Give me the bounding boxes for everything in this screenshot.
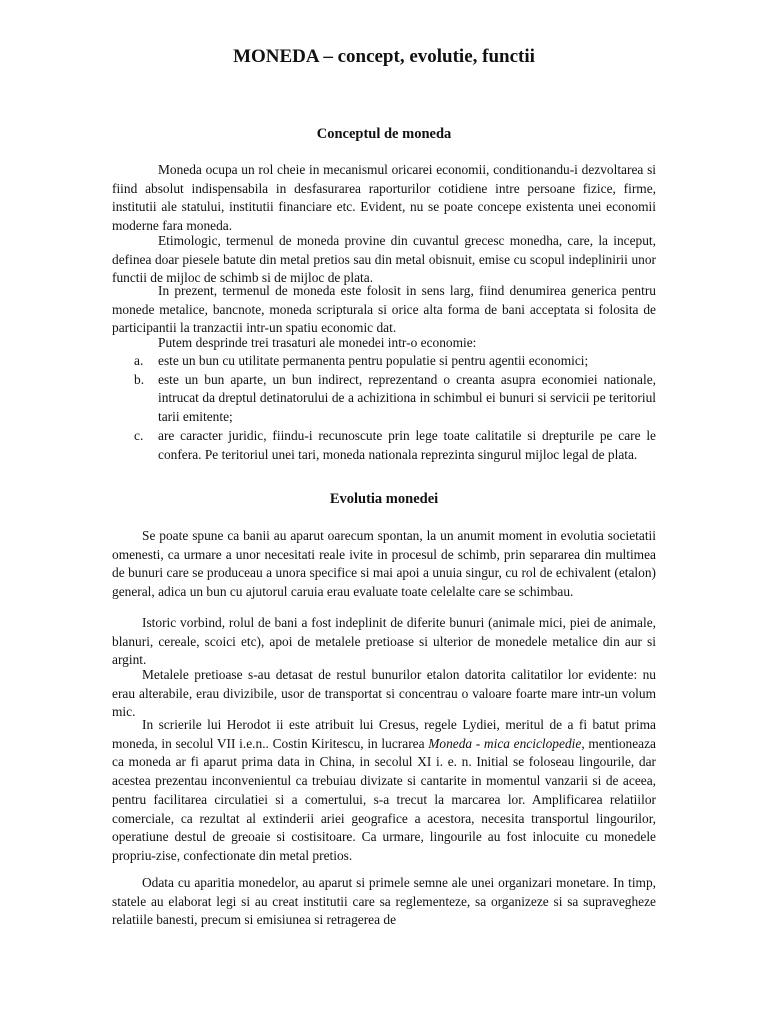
- list-marker: c.: [134, 427, 144, 443]
- list-item-text: este un bun cu utilitate permanenta pentru populatie si pentru agentii economici;: [158, 353, 589, 368]
- list-marker: b.: [134, 371, 145, 387]
- paragraph: Etimologic, termenul de moneda provine din cuvantul grecesc monedha, care, la inceput, definea doar piesele batute din metal pretios sau din metal obisnuit, emise cu scopul indeplinirii unor functii de mijloc de schimb si de mijloc de plata.: [112, 233, 656, 286]
- list-item: [112, 352, 656, 371]
- paragraph: Metalele pretioase s-au detasat de restul bunurilor etalon datorita calitatilor lor evidente: nu erau alterabile, erau divizibile, usor de transportat si concentrau o valoare foarte mare intr-un volum mic.: [112, 667, 656, 720]
- paragraph: [112, 716, 656, 866]
- paragraph: Putem desprinde trei trasaturi ale monedei intr-o economie:: [158, 335, 477, 350]
- paragraph-text: , mentioneaza ca moneda ar fi aparut prima data in China, in secolul XI i. e. n. Initial se foloseau lingourile, dar acestea prezentau inconvenientul ca trebuiau divizate si cantarite in momentul vanzarii si de aceea, pentru facilitarea circulatiei si a comertului, s-a trecut la marcarea lor. Amplificarea relatiilor comerciale, ca rezultat al extinderii ariei geografice a acestora, necesita transportul lingourilor, operatiune destul de greoaie si costisitoare. Ca urmare, lingourile au fost inlocuite cu monedele propriu-zise, confectionate din metal pretios.: [112, 735, 656, 863]
- section-title-evolution: Evolutia monedei: [329, 491, 439, 507]
- paragraph: Istoric vorbind, rolul de bani a fost indeplinit de diferite bunuri (animale mici, piei de animale, blanuri, cereale, scoici etc), apoi de metalele pretioase si ulterior de monedele metalice din aur si argint.: [112, 615, 656, 668]
- book-title: Moneda - mica enciclopedie: [428, 735, 582, 751]
- list-item: [112, 427, 656, 464]
- list-item-text: are caracter juridic, fiindu-i recunoscute prin lege toate calitatile si drepturile pe care le confera. Pe teritoriul unei tari, moneda nationala reprezinta singurul mijloc legal de plata.: [158, 427, 656, 462]
- list-marker: a.: [134, 353, 144, 368]
- traits-list: [112, 352, 656, 464]
- document-title: MONEDA – concept, evolutie, functii: [233, 46, 535, 67]
- paragraph-text: In scrierile lui Herodot ii este atribuit lui Cresus, regele Lydiei, meritul de a fi batut prima moneda, in secolul VII i.e.n.. Costin Kiritescu, in lucrarea: [112, 717, 656, 751]
- section-title-concept: Conceptul de moneda: [316, 126, 452, 142]
- list-item: [112, 371, 656, 427]
- paragraph: Moneda ocupa un rol cheie in mecanismul oricarei economii, conditionandu-i dezvoltarea si fiind absolut indispensabila in desfasurarea raporturilor cotidiene intre persoane fizice, firme, institutii ale statului, institutii financiare etc. Evident, nu se poate concepe existenta unei economii moderne fara moneda.: [112, 162, 656, 234]
- list-item-text: este un bun aparte, un bun indirect, reprezentand o creanta asupra economiei nationale, intrucat da dreptul detinatorului de a achizitiona in schimbul ei bunuri si servicii pe teritoriul tarii emitente;: [158, 371, 656, 425]
- paragraph: Odata cu aparitia monedelor, au aparut si primele semne ale unei organizari monetare. In timp, statele au elaborat legi si au creat institutii care sa reglementeze, sa organizeze si sa supravegheze relatiile banesti, precum si emisiunea si retragerea de: [112, 875, 656, 928]
- paragraph: In prezent, termenul de moneda este folosit in sens larg, fiind denumirea generica pentru monede metalice, bancnote, moneda scripturala si orice alta forma de bani acceptata si folosita de participantii la tranzactii intr-un spatiu economic dat.: [112, 283, 656, 336]
- paragraph: Se poate spune ca banii au aparut oarecum spontan, la un anumit moment in evolutia societatii omenesti, ca urmare a unor necesitati reale ivite in procesul de schimb, prin separarea din multimea de bunuri care se produceau a unora specifice si mai apoi a unuia singur, cu rol de echivalent (etalon) general, adica un bun cu ajutorul caruia erau evaluate toate celelalte care se schimbau.: [112, 528, 656, 600]
